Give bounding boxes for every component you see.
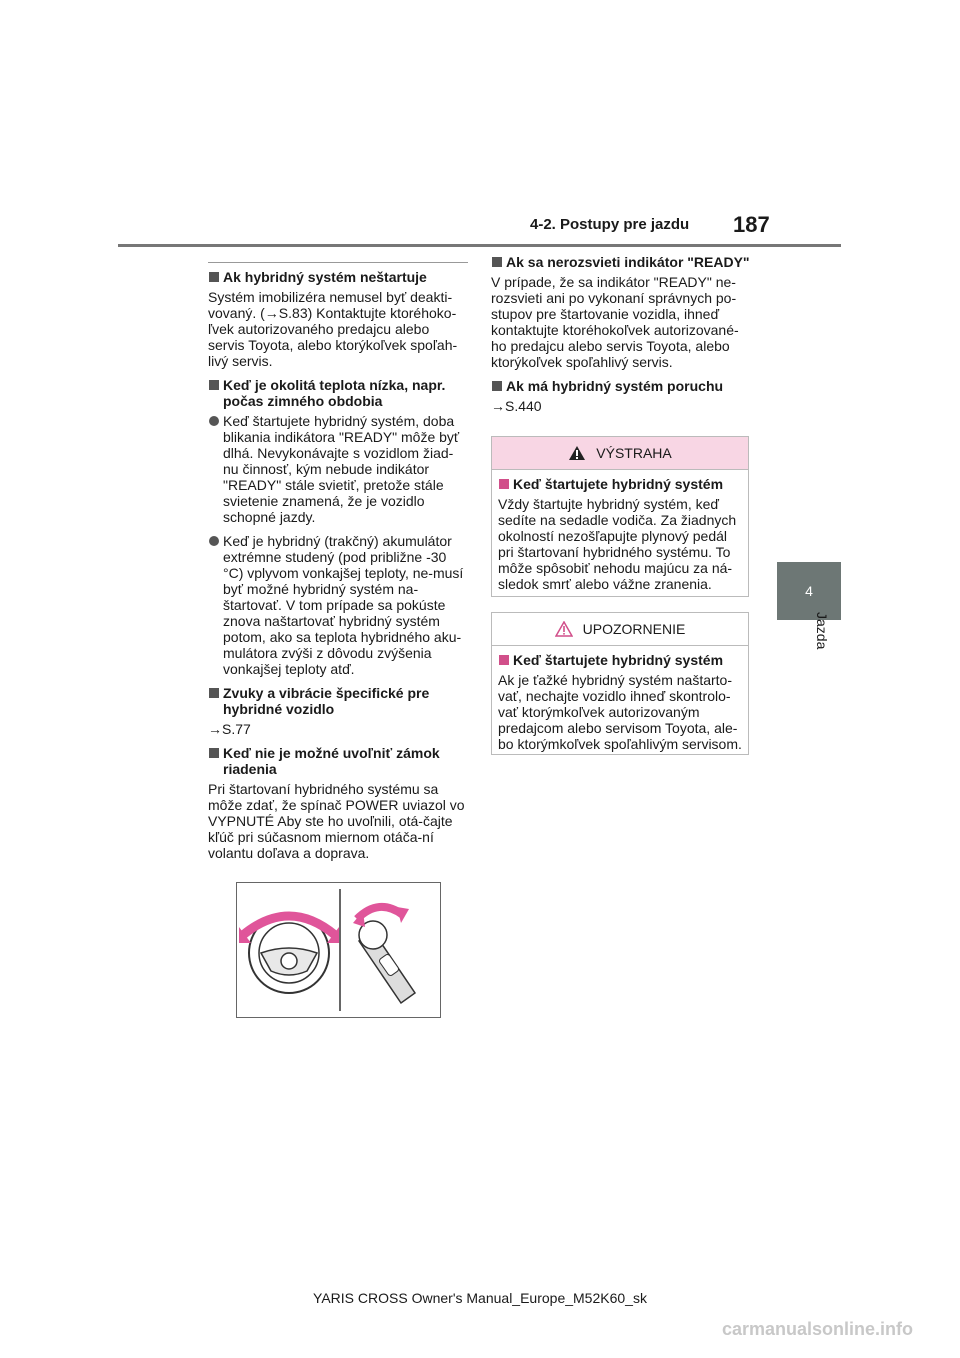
text-steering-lock: Pri štartovaní hybridného systému sa môže zdať, že spínač POWER uviazol vo VYPNUTÉ Aby ste ho uvoľnili, otá-čajte kľúč pri súčasnom miernom otáča-ní volantu doľava a doprava. [208, 781, 465, 861]
notice-heading: Keď štartujete hybridný systém [498, 652, 742, 668]
heading-sounds-vibrations: Zvuky a vibrácie špecifické pre hybridné vozidlo [208, 685, 468, 717]
link-page-440[interactable]: →S.440 [491, 398, 542, 414]
column-top-rule [208, 262, 468, 263]
page-number: 187 [733, 212, 770, 237]
footer-manual-title: YARIS CROSS Owner's Manual_Europe_M52K60_sk [313, 1290, 647, 1306]
heading-not-starting: Ak hybridný systém neštartuje [208, 269, 468, 285]
bullet-ready-blinking: Keď štartujete hybridný systém, doba blikania indikátora "READY" môže byť dlhá. Nevykonávajte s vozidlom žiad-nu činnosť, kým nebude indikátor "READY" stále svietiť, pretože stále svietenie znamená, že je vozidlo schopné jazdy. [208, 413, 468, 525]
notice-box [491, 612, 749, 755]
caution-triangle-icon [555, 621, 573, 637]
text-immobilizer: Systém imobilizéra nemusel byť deakti-vovaný. (→S.83) Kontaktujte ktoréhoko-ľvek autorizovaného predajcu alebo servis Toyota, alebo ktorýkoľvek spoľah-livý servis. [208, 289, 458, 369]
chapter-tab[interactable]: 4 [777, 562, 841, 620]
section-title: 4-2. Postupy pre jazdu [530, 216, 690, 233]
illustration-svg [237, 883, 440, 1017]
warning-heading: Keď štartujete hybridný systém [498, 476, 742, 492]
left-column [208, 262, 468, 869]
watermark: carmanualsonline.info [722, 1319, 914, 1339]
notice-title: UPOZORNENIE [582, 621, 686, 637]
steering-key-illustration [236, 882, 441, 1018]
heading-low-temperature: Keď je okolitá teplota nízka, napr. počas zimného obdobia [208, 377, 468, 409]
warning-title: VÝSTRAHA [596, 445, 672, 461]
text-ready-not-lit: V prípade, že sa indikátor "READY" ne-rozsvieti ani po vykonaní správnych po-stupov pre štartovanie vozidla, ihneď kontaktujte ktoréhokoľvek autorizované-ho predajcu alebo servis Toyota, alebo ktorýkoľvek spoľahlivý servis. [491, 274, 739, 370]
heading-malfunction: Ak má hybridný systém poruchu [491, 378, 751, 394]
chapter-label: Jazda [814, 612, 830, 650]
warning-body [492, 470, 748, 592]
link-page-77[interactable]: →S.77 [208, 721, 251, 737]
notice-body [492, 646, 748, 752]
heading-ready-not-lit: Ak sa nerozsvieti indikátor "READY" [491, 254, 751, 270]
warning-text: Vždy štartujte hybridný systém, keď sedíte na sedadle vodiča. Za žiadnych okolností nezošľapujte plynový pedál pri štartovaní hybridného systému. To môže spôsobiť nehodu majúcu za ná-sledok smrť alebo vážne zranenia. [498, 496, 737, 592]
warning-triangle-icon [568, 445, 586, 461]
notice-text: Ak je ťažké hybridný systém naštarto-vať, nechajte vozidlo ihneď skontrolo-vať ktorýmkoľvek autorizovaným predajcom alebo servisom Toyota, ale-bo ktorýmkoľvek spoľahlivým servisom. [498, 672, 742, 752]
warning-title-bar [492, 437, 748, 470]
warning-box [491, 436, 749, 597]
bullet-cold-battery: Keď je hybridný (trakčný) akumulátor extrémne studený (pod približne -30 °C) vplyvom vonkajšej teploty, ne-musí byť možné hybridný systém na-štartovať. V tom prípade sa pokúste znova naštartovať hybridný systém potom, ako sa teplota hybridného aku-mulátora zvýši z dôvodu zvýšenia vonkajšej teploty atď. [208, 533, 468, 677]
header-divider [118, 244, 841, 247]
heading-steering-lock: Keď nie je možné uvoľniť zámok riadenia [208, 745, 468, 777]
right-column [491, 254, 751, 422]
notice-title-bar [492, 613, 748, 646]
